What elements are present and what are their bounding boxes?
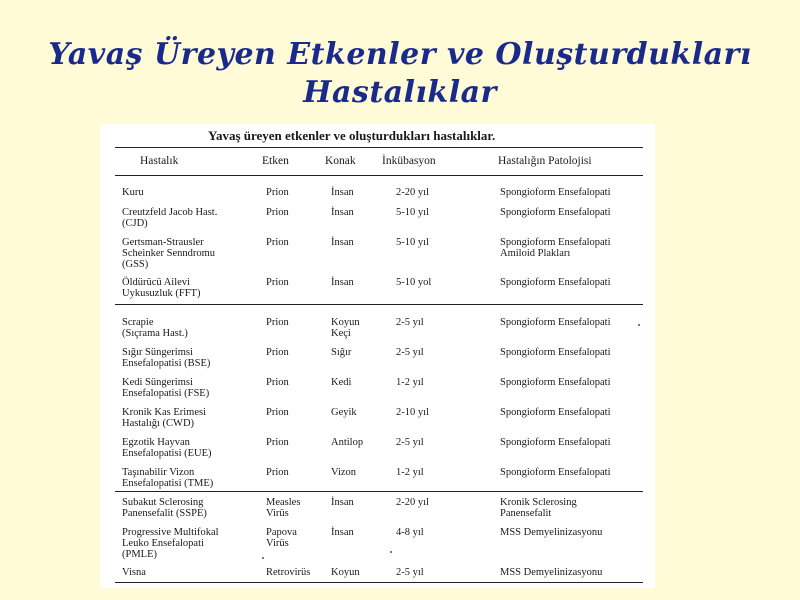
cell-host: Kedi [331,377,352,388]
cell-agent: Prion [266,347,289,358]
cell-disease: Taşınabilir Vizon Ensefalopatisi (TME) [122,467,214,489]
header-disease: Hastalık [140,155,179,167]
cell-host: İnsan [331,497,354,508]
cell-agent: Prion [266,467,289,478]
cell-incubation: 1-2 yıl [396,377,424,388]
cell-disease: Egzotik Hayvan Ensefalopatisi (EUE) [122,437,212,459]
cell-incubation: 5-10 yıl [396,207,429,218]
table-title: Yavaş üreyen etkenler ve oluşturdukları hastalıklar. [208,128,496,143]
cell-host: İnsan [331,207,354,218]
cell-pathology: Spongioform Ensefalopati [500,437,611,448]
cell-host: İnsan [331,237,354,248]
cell-agent: Prion [266,317,289,328]
scan-speck [390,551,392,553]
cell-disease: Gertsman-Strausler Scheinker Senndromu (GSS) [122,237,216,270]
cell-agent: Papova Virüs [266,527,297,549]
cell-pathology: Spongioform Ensefalopati [500,407,611,418]
scan-speck [262,557,264,559]
cell-agent: Prion [266,377,289,388]
cell-disease: Öldürücü Ailevi Uykusuzluk (FFT) [122,277,201,299]
cell-pathology: Spongioform Ensefalopati [500,277,611,288]
cell-host: İnsan [331,277,354,288]
table-rule-bottom [115,582,643,583]
slide-title-line-2: Hastalıklar [303,75,497,110]
cell-pathology: Spongioform Ensefalopati [500,467,611,478]
cell-agent: Prion [266,407,289,418]
table-rule-top [115,147,643,148]
cell-agent: Prion [266,277,289,288]
cell-incubation: 5-10 yıl [396,237,429,248]
cell-agent: Prion [266,437,289,448]
cell-pathology: Spongioform Ensefalopati [500,207,611,218]
cell-incubation: 2-20 yıl [396,187,429,198]
cell-pathology: Spongioform Ensefalopati [500,317,611,328]
cell-incubation: 4-8 yıl [396,527,424,538]
cell-pathology: Spongioform Ensefalopati [500,377,611,388]
cell-pathology: Spongioform Ensefalopati [500,347,611,358]
table-rule-group-2 [115,491,643,492]
cell-incubation: 2-10 yıl [396,407,429,418]
cell-incubation: 2-5 yıl [396,317,424,328]
cell-agent: Retrovirüs [266,567,311,578]
cell-disease: Subakut Sclerosing Panensefalit (SSPE) [122,497,207,519]
header-host: Konak [325,155,356,167]
cell-host: İnsan [331,187,354,198]
slide-title [0,36,800,112]
scanned-table-image [100,124,655,588]
cell-agent: Prion [266,237,289,248]
cell-host: Koyun [331,567,360,578]
cell-pathology: Kronik Sclerosing Panensefalit [500,497,577,519]
cell-disease: Visna [122,567,146,578]
cell-pathology: MSS Demyelinizasyonu [500,527,603,538]
cell-incubation: 2-5 yıl [396,567,424,578]
cell-disease: Creutzfeld Jacob Hast. (CJD) [122,207,218,229]
cell-host: Vizon [331,467,357,478]
cell-pathology: MSS Demyelinizasyonu [500,567,603,578]
cell-incubation: 2-5 yıl [396,347,424,358]
header-incubation: İnkübasyon [382,155,436,167]
cell-pathology: Spongioform Ensefalopati [500,187,611,198]
cell-agent: Measles Virüs [266,497,301,519]
cell-disease: Sığır Süngerimsi Ensefalopatisi (BSE) [122,347,211,369]
header-pathology: Hastalığın Patolojisi [498,155,592,167]
cell-host: Koyun Keçi [331,317,360,339]
slide-title-line-1: Yavaş Üreyen Etkenler ve Oluşturdukları [48,37,752,72]
cell-host: Sığır [331,347,352,358]
cell-host: Geyik [331,407,357,418]
scan-speck [638,324,640,326]
cell-incubation: 1-2 yıl [396,467,424,478]
cell-disease: Kuru [122,187,144,198]
cell-host: İnsan [331,527,354,538]
cell-disease: Scrapie (Sıçrama Hast.) [122,317,188,339]
cell-disease: Kedi Süngerimsi Ensefalopatisi (FSE) [122,377,210,399]
cell-agent: Prion [266,207,289,218]
header-agent: Etken [262,155,289,167]
cell-agent: Prion [266,187,289,198]
cell-host: Antilop [331,437,364,448]
table-rule-header [115,175,643,176]
table-rule-group-1 [115,304,643,305]
cell-incubation: 2-5 yıl [396,437,424,448]
cell-disease: Progressive Multifokal Leuko Ensefalopati (PMLE) [122,527,219,560]
cell-incubation: 5-10 yol [396,277,432,288]
cell-disease: Kronik Kas Erimesi Hastalığı (CWD) [122,407,206,429]
cell-pathology: Spongioform Ensefalopati Amiloid Plakları [500,237,611,259]
cell-incubation: 2-20 yıl [396,497,429,508]
